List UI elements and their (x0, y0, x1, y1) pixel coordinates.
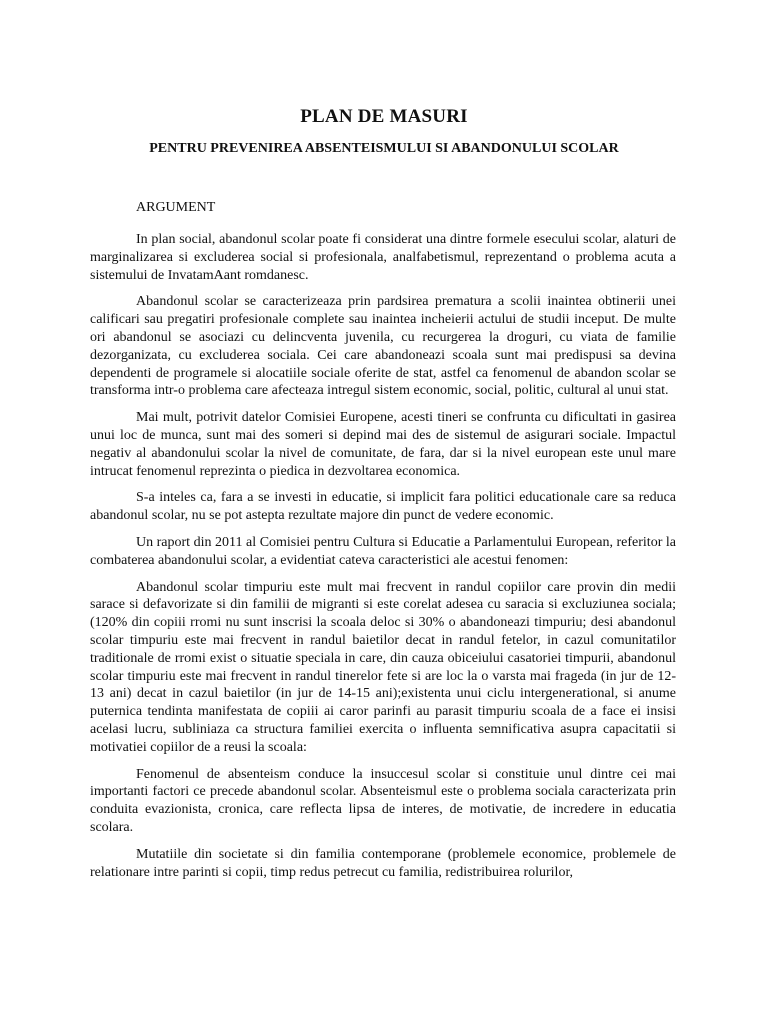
paragraph: S-a inteles ca, fara a se investi in educatie, si implicit fara politici educationale care sa reduca abandonul scolar, nu se pot astepta rezultate majore din punct de vedere economic. (90, 490, 676, 524)
paragraph: Mutatiile din societate si din familia contemporane (problemele economice, problemele de relationare intre parinti si copii, timp redus petrecut cu familia, redistribuirea rolurilor, (90, 846, 676, 880)
paragraph: Un raport din 2011 al Comisiei pentru Cultura si Educatie a Parlamentului European, referitor la combaterea abandonului scolar, a evidentiat cateva caracteristici ale acestui fenomen: (90, 534, 676, 568)
document-subtitle: PENTRU PREVENIREA ABSENTEISMULUI SI ABANDONULUI SCOLAR (149, 141, 619, 156)
paragraph: Abandonul scolar timpuriu este mult mai frecvent in randul copiilor care provin din medii sarace si defavorizate si din familii de migranti si este corelat adesea cu saracia si excluziunea sociala;(120% din copiii rromi nu sunt inscrisi la scoala deloc si 30% o abandoneazi timpuriu; desi abandonul scolar timpuriu este mai frecvent in randul baietilor decat in randul fetelor, in cazul comunitatilor traditionale de rromi exist o situatie speciala in care, din cauza obiceiului casatoriei timpurii, abandonul scolar timpuriu este mai frecvent in randul tinerelor fete si are loc la o varsta mai frageda (in jur de 12-13 ani) decat in cazul baietilor (in jur de 14-15 ani);existenta unui ciclu intergenerational, si anume puternica tendinta manifestata de copiii ai caror parinfi au parasit timpuriu scoala de a face ei insisi acelasi lucru, subliniaza ca structura familiei exercita o influenta semnificativa asupra capacitatii si motivatiei copiilor de a reusi la scoala: (90, 579, 676, 755)
document-title: PLAN DE MASURI (300, 106, 468, 127)
paragraph: In plan social, abandonul scolar poate fi considerat una dintre formele esecului scolar, alaturi de marginalizarea si excluderea social si profesionala, analfabetismul, reprezentand o problema acuta a sistemului de InvatamAant romdanesc. (90, 232, 676, 283)
paragraph: Abandonul scolar se caracterizeaza prin pardsirea prematura a scolii inaintea obtinerii unei calificari sau pregatiri profesionale complete sau inaintea incheierii actului de studii inceput. De multe ori abandonul se asociazi cu delincventa juvenila, cu recurgerea la droguri, cu viata de familie dezorganizata, cu excluderea sociala. Cei care abandoneazi scoala sunt mai predispusi sa devina dependenti de programele si alocatiile sociale oferite de stat, astfel ca fenomenul de abandon scolar se transforma intr-o problema care afecteaza intregul sistem economic, social, politic, cultural al unui stat. (90, 294, 676, 399)
document-body (90, 231, 676, 890)
paragraph: Mai mult, potrivit datelor Comisiei Europene, acesti tineri se confrunta cu dificultati in gasirea unui loc de munca, sunt mai des someri si depind mai des de sistemul de asigurari sociale. Impactul negativ al abandonului scolar la nivel de comunitate, de fara, dar si la nivel european este unul mare intrucat fenomenul reprezinta o piedica in dezvoltarea economica. (90, 410, 676, 479)
paragraph: Fenomenul de absenteism conduce la insuccesul scolar si constituie unul dintre cei mai importanti factori ce precede abandonul scolar. Absenteismul este o problema sociala caracterizata prin conduita evazionista, cronica, care reflecta lipsa de interes, de motivatie, de incredere in educatia scolara. (90, 766, 676, 835)
section-heading: ARGUMENT (136, 200, 216, 215)
